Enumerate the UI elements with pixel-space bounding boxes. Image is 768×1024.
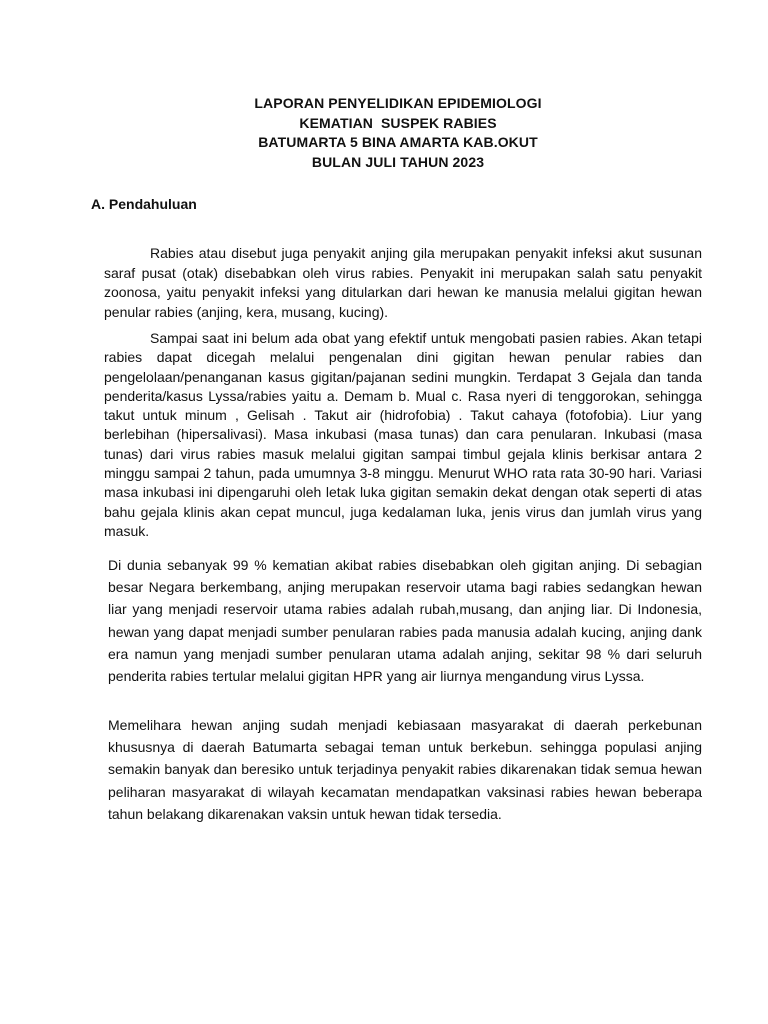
title-line-2: KEMATIAN SUSPEK RABIES	[299, 114, 497, 131]
paragraph-4: Memelihara hewan anjing sudah menjadi kebiasaan masyarakat di daerah perkebunan khususnya di daerah Batumarta sebagai teman untuk berkebun. sehingga populasi anjing semakin banyak dan beresiko untuk terjadinya penyakit rabies dikarenakan tidak semua hewan peliharan masyarakat di wilayah kecamatan mendapatkan vaksinasi rabies hewan beberapa tahun belakang dikarenakan vaksin untuk hewan tidak tersedia.	[108, 717, 702, 822]
section-heading-pendahuluan: A. Pendahuluan	[91, 196, 197, 212]
paragraph-2: Sampai saat ini belum ada obat yang efektif untuk mengobati pasien rabies. Akan tetapi rabies dapat dicegah melalui pengenalan dini gigitan hewan penular rabies dan pengelolaan/penanganan kasus gigitan/pajanan sedini mungkin. Terdapat 3 Gejala dan tanda penderita/kasus Lyssa/rabies yaitu a. Demam b. Mual c. Rasa nyeri di tenggorokan, sehingga takut untuk minum , Gelisah . Takut air (hidrofobia) . Takut cahaya (fotofobia). Liur yang berlebihan (hipersalivasi). Masa inkubasi (masa tunas) dan cara penularan. Inkubasi (masa tunas) dari virus rabies masuk melalui gigitan sampai timbul gejala klinis berkisar antara 2 minggu sampai 2 tahun, pada umumnya 3-8 minggu. Menurut WHO rata rata 30-90 hari. Variasi masa inkubasi ini dipengaruhi oleh letak luka gigitan semakin dekat dengan otak seperti di atas bahu gejala klinis akan cepat muncul, juga kedalaman luka, jenis virus dan jumlah virus yang masuk.	[104, 330, 702, 539]
title-line-1: LAPORAN PENYELIDIKAN EPIDEMIOLOGI	[254, 95, 542, 111]
paragraph-1: Rabies atau disebut juga penyakit anjing gila merupakan penyakit infeksi akut susunan saraf pusat (otak) disebabkan oleh virus rabies. Penyakit ini merupakan salah satu penyakit zoonosa, yaitu penyakit infeksi yang ditularkan dari hewan ke manusia melalui gigitan hewan penular rabies (anjing, kera, musang, kucing).	[104, 245, 702, 320]
title-line-3: BATUMARTA 5 BINA AMARTA KAB.OKUT	[258, 134, 538, 150]
title-line-4: BULAN JULI TAHUN 2023	[311, 153, 485, 170]
document-title	[0, 94, 768, 172]
paragraph-3: Di dunia sebanyak 99 % kematian akibat rabies disebabkan oleh gigitan anjing. Di sebagian besar Negara berkembang, anjing merupakan reservoir utama bagi rabies sedangkan hewan liar yang menjadi reservoir utama rabies adalah rubah,musang, dan anjing liar. Di Indonesia, hewan yang dapat menjadi sumber penularan rabies pada manusia adalah kucing, anjing dank era namun yang menjadi sumber penularan utama adalah anjing, sekitar 98 % dari seluruh penderita rabies tertular melalui gigitan HPR yang air liurnya mengandung virus Lyssa.	[108, 557, 702, 685]
